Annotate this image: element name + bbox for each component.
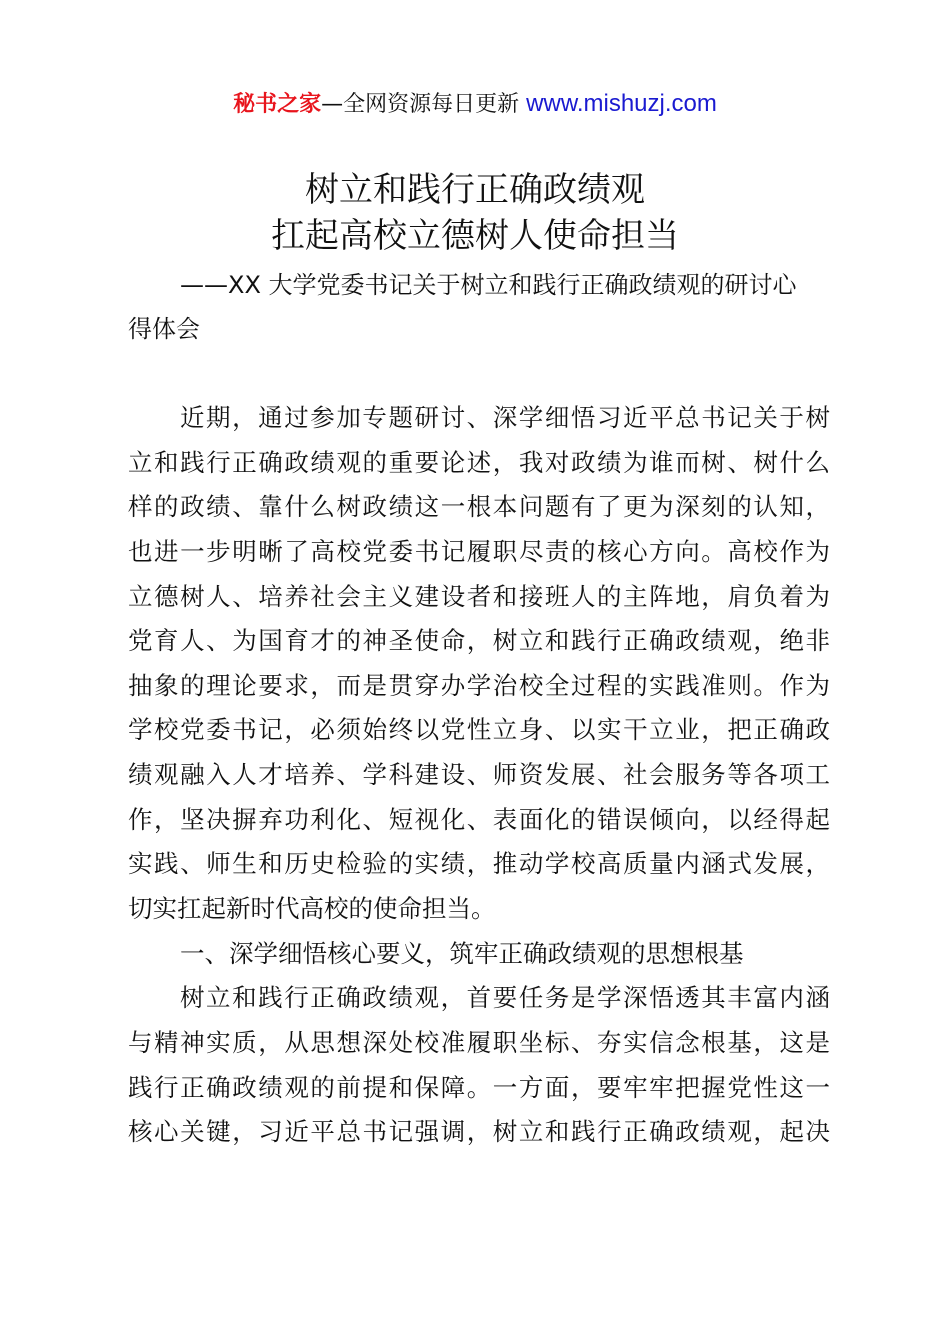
site-header [0,89,950,120]
text-line: 也进一步明晰了高校党委书记履职尽责的核心方向。高校作为 [128,536,830,566]
text-line: 实践、师生和历史检验的实绩，推动学校高质量内涵式发展， [128,849,830,879]
text-line: 抽象的理论要求，而是贯穿办学治校全过程的实践准则。作为 [128,670,830,700]
text-line: 立德树人、培养社会主义建设者和接班人的主阵地，肩负着为 [128,581,830,611]
header-tagline: —全网资源每日更新 [321,92,527,117]
text-line: 践行正确政绩观的前提和保障。一方面，要牢牢把握党性这一 [128,1072,830,1102]
subtitle-line-2: 得体会 [128,315,200,343]
site-url-link[interactable]: www.mishuzj.com [526,90,717,117]
text-line: 作，坚决摒弃功利化、短视化、表面化的错误倾向，以经得起 [128,804,830,834]
text-line: 树立和践行正确政绩观，首要任务是学深悟透其丰富内涵 [180,983,830,1013]
document-title-line-1: 树立和践行正确政绩观 [305,170,645,210]
subtitle-line-1: ——XX 大学党委书记关于树立和践行正确政绩观的研讨心 [180,271,797,299]
document-body [128,396,830,1155]
text-line: 党育人、为国育才的神圣使命，树立和践行正确政绩观，绝非 [128,626,830,656]
text-line: 与精神实质，从思想深处校准履职坐标、夯实信念根基，这是 [128,1027,830,1057]
text-line: 绩观融入人才培养、学科建设、师资发展、社会服务等各项工 [128,760,830,790]
text-line: 核心关键，习近平总书记强调，树立和践行正确政绩观，起决 [128,1117,830,1147]
paragraph-1 [128,396,830,932]
text-line: 立和践行正确政绩观的重要论述，我对政绩为谁而树、树什么 [128,447,830,477]
brand-name: 秘书之家 [233,92,322,117]
text-line: 切实扛起新时代高校的使命担当。 [128,894,496,924]
document-title-line-2: 扛起高校立德树人使命担当 [271,216,679,256]
text-line: 样的政绩、靠什么树政绩这一根本问题有了更为深刻的认知， [128,492,830,522]
text-line: 近期，通过参加专题研讨、深学细悟习近平总书记关于树 [180,403,830,432]
section-heading-1: 一、深学细悟核心要义，筑牢正确政绩观的思想根基 [180,938,744,968]
text-line: 学校党委书记，必须始终以党性立身、以实干立业，把正确政 [128,715,830,745]
paragraph-2 [128,976,830,1155]
